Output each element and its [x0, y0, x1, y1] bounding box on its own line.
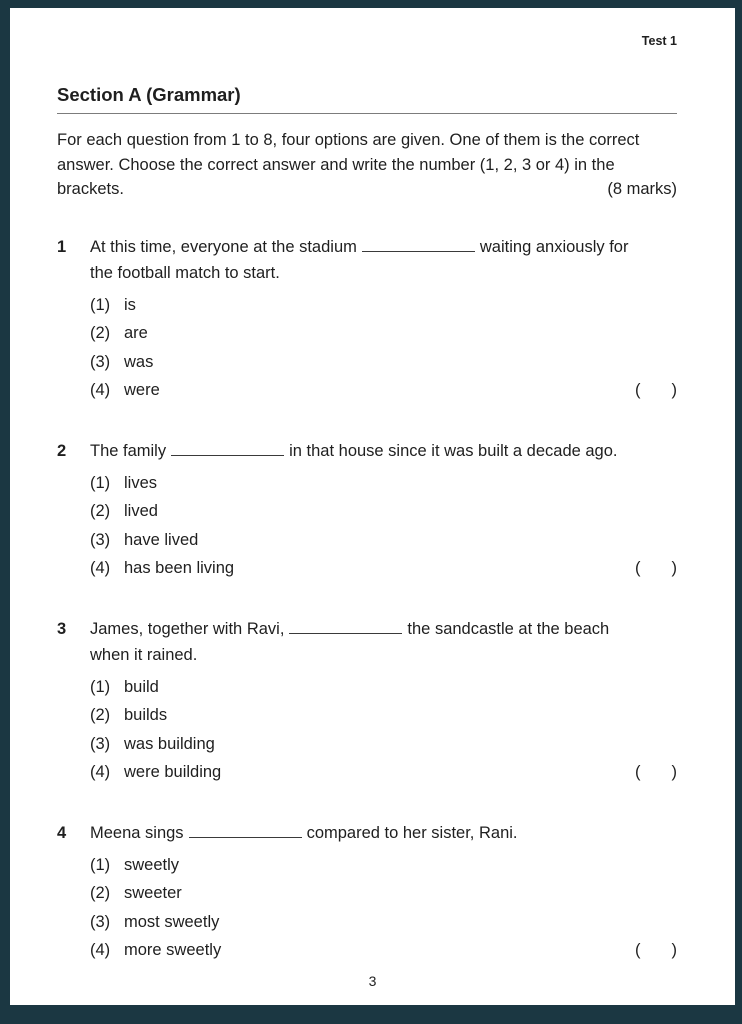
questions-list — [57, 234, 677, 965]
option-label: have lived — [124, 530, 199, 549]
option-row — [90, 879, 677, 908]
bracket-open: ( — [635, 941, 641, 959]
option-number: (2) — [90, 324, 111, 342]
option-row — [90, 497, 677, 526]
option-row — [90, 348, 677, 377]
option-row — [90, 376, 677, 405]
bracket-close: ) — [671, 559, 677, 577]
option-row — [90, 908, 677, 937]
bracket-close: ) — [671, 763, 677, 781]
question-body — [90, 234, 677, 405]
option-label: most sweetly — [124, 912, 220, 931]
bracket-open: ( — [635, 763, 641, 781]
option-number: (2) — [90, 706, 111, 724]
question-number: 1 — [57, 237, 67, 256]
option-number: (2) — [90, 884, 111, 902]
option-label: lives — [124, 473, 158, 492]
option-number: (4) — [90, 763, 111, 781]
question-number: 2 — [57, 441, 67, 460]
option-label: has been living — [124, 559, 235, 577]
answer-bracket — [635, 936, 677, 965]
option-label: were — [124, 381, 160, 399]
question-text-before: Meena sings — [90, 823, 184, 842]
marks-label: (8 marks) — [607, 180, 677, 198]
answer-bracket — [635, 758, 677, 787]
question-body — [90, 438, 677, 583]
section-title: Section A (Grammar) — [57, 84, 677, 114]
option-row — [90, 291, 677, 320]
question-text-after: the sandcastle at the beach when it rained. — [90, 619, 610, 664]
option-number: (1) — [90, 855, 111, 874]
bracket-close: ) — [671, 941, 677, 959]
question-text-after: waiting anxiously for the football match to start. — [90, 237, 629, 282]
option-label: are — [124, 324, 148, 342]
paper-page — [10, 8, 735, 1005]
question-text-before: James, together with Ravi, — [90, 619, 285, 638]
option-label: is — [124, 295, 136, 314]
test-label: Test 1 — [641, 34, 677, 48]
bracket-close: ) — [671, 381, 677, 399]
instructions-paragraph — [57, 128, 677, 202]
answer-blank-line — [289, 633, 402, 634]
answer-blank-line — [362, 251, 475, 252]
question-block — [57, 234, 677, 405]
question-text — [90, 820, 638, 846]
question-block — [57, 616, 677, 787]
option-number: (3) — [90, 912, 111, 931]
question-text-before: At this time, everyone at the stadium — [90, 237, 357, 256]
question-text-after: in that house since it was built a decade ago. — [289, 441, 618, 460]
answer-blank-line — [189, 837, 302, 838]
question-number: 4 — [57, 823, 67, 842]
option-number: (4) — [90, 381, 111, 399]
option-row — [90, 730, 677, 759]
option-label: were building — [124, 763, 222, 781]
option-label: was — [124, 352, 154, 371]
option-number: (1) — [90, 473, 111, 492]
question-text — [90, 438, 638, 464]
option-number: (4) — [90, 559, 111, 577]
option-label: sweetly — [124, 855, 180, 874]
option-label: lived — [124, 502, 158, 520]
option-number: (3) — [90, 530, 111, 549]
option-number: (1) — [90, 295, 111, 314]
option-label: build — [124, 677, 159, 696]
options-list — [90, 291, 677, 405]
options-list — [90, 469, 677, 583]
option-row — [90, 526, 677, 555]
option-number: (2) — [90, 502, 111, 520]
option-row — [90, 673, 677, 702]
option-row — [90, 701, 677, 730]
options-list — [90, 851, 677, 965]
option-row — [90, 554, 677, 583]
bracket-open: ( — [635, 381, 641, 399]
option-number: (3) — [90, 352, 111, 371]
option-row — [90, 936, 677, 965]
question-text — [90, 616, 638, 668]
option-row — [90, 319, 677, 348]
option-number: (3) — [90, 734, 111, 753]
question-body — [90, 820, 677, 965]
option-label: more sweetly — [124, 941, 222, 959]
question-text — [90, 234, 638, 286]
answer-blank-line — [171, 455, 284, 456]
question-number: 3 — [57, 619, 67, 638]
option-row — [90, 758, 677, 787]
instructions-text: For each question from 1 to 8, four options are given. One of them is the correct answer. Choose the correct answer and write the number (1, 2, 3 or 4) in the brackets. — [57, 131, 640, 198]
answer-bracket — [635, 376, 677, 405]
option-label: builds — [124, 706, 168, 724]
question-text-after: compared to her sister, Rani. — [306, 823, 518, 842]
page-content — [10, 8, 735, 1005]
question-text-before: The family — [90, 441, 167, 460]
option-row — [90, 469, 677, 498]
page-number: 3 — [368, 973, 377, 989]
question-block — [57, 438, 677, 583]
option-row — [90, 851, 677, 880]
option-label: was building — [124, 734, 215, 753]
answer-bracket — [635, 554, 677, 583]
question-block — [57, 820, 677, 965]
question-body — [90, 616, 677, 787]
bracket-open: ( — [635, 559, 641, 577]
option-label: sweeter — [124, 884, 182, 902]
option-number: (1) — [90, 677, 111, 696]
options-list — [90, 673, 677, 787]
option-number: (4) — [90, 941, 111, 959]
